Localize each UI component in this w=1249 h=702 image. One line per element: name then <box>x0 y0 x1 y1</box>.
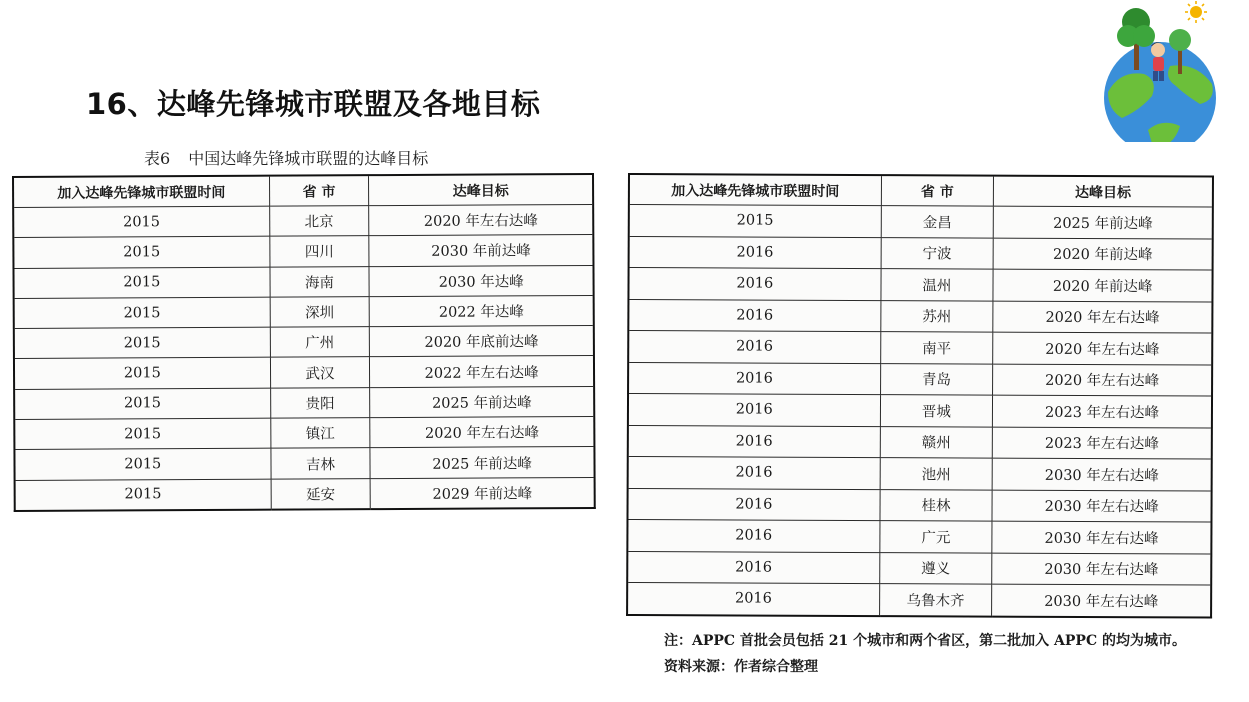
cell-city: 广元 <box>879 521 992 553</box>
table-row <box>627 488 1211 522</box>
cell-year: 2015 <box>15 479 271 511</box>
cell-target: 2030 年左右达峰 <box>992 521 1211 553</box>
caption-label: 表6 <box>144 149 171 168</box>
cell-city: 深圳 <box>270 297 370 328</box>
cell-target: 2023 年左右达峰 <box>993 395 1212 427</box>
cell-target: 2030 年左右达峰 <box>992 584 1211 617</box>
peak-target-table-right <box>626 173 1214 618</box>
table-body <box>627 205 1213 618</box>
table-row <box>14 447 594 480</box>
cell-target: 2030 年达峰 <box>369 265 593 296</box>
cell-year: 2015 <box>13 206 269 238</box>
cell-city: 海南 <box>270 266 370 297</box>
cell-year: 2016 <box>627 488 879 521</box>
cell-city: 遵义 <box>879 552 992 584</box>
column-header-city: 省 市 <box>881 175 994 206</box>
cell-year: 2016 <box>628 394 880 427</box>
cell-target: 2020 年左右达峰 <box>370 417 594 448</box>
table-row <box>628 457 1212 491</box>
peak-target-table-left <box>12 173 596 512</box>
cell-year: 2016 <box>627 520 879 553</box>
table-row <box>627 551 1211 585</box>
cell-target: 2020 年前达峰 <box>993 238 1212 270</box>
cell-city: 镇江 <box>270 418 370 449</box>
cell-city: 延安 <box>271 478 371 509</box>
footnote: 注：APPC 首批会员包括 21 个城市和两个省区，第二批加入 APPC 的均为城市。 <box>664 633 1186 649</box>
cell-year: 2015 <box>14 449 270 481</box>
cell-target: 2020 年左右达峰 <box>993 332 1212 364</box>
column-header-target: 达峰目标 <box>994 176 1213 207</box>
earth-tree-planting-logo <box>1100 0 1220 142</box>
table-body <box>13 204 595 511</box>
cell-target: 2030 年左右达峰 <box>992 458 1211 490</box>
cell-city: 温州 <box>881 269 994 301</box>
table-row <box>14 326 594 359</box>
table-row <box>15 477 595 511</box>
cell-city: 南平 <box>880 332 993 364</box>
cell-year: 2016 <box>628 299 880 332</box>
cell-city: 四川 <box>269 236 369 267</box>
cell-city: 赣州 <box>880 426 993 458</box>
column-header-target: 达峰目标 <box>369 174 593 206</box>
cell-city: 桂林 <box>880 489 993 521</box>
cell-year: 2015 <box>14 358 270 390</box>
cell-city: 池州 <box>880 458 993 490</box>
cell-year: 2015 <box>629 205 881 238</box>
cell-year: 2016 <box>628 331 880 364</box>
cell-target: 2030 年前达峰 <box>369 235 593 266</box>
cell-city: 宁波 <box>881 237 994 269</box>
cell-year: 2016 <box>628 457 880 490</box>
cell-target: 2023 年左右达峰 <box>992 427 1211 459</box>
column-header-year: 加入达峰先锋城市联盟时间 <box>629 174 881 206</box>
cell-target: 2030 年左右达峰 <box>992 553 1211 585</box>
cell-target: 2029 年前达峰 <box>370 477 594 509</box>
column-header-year: 加入达峰先锋城市联盟时间 <box>13 176 269 208</box>
table-row <box>628 331 1212 365</box>
cell-city: 武汉 <box>270 357 370 388</box>
cell-target: 2025 年前达峰 <box>993 206 1212 238</box>
table-row <box>629 236 1213 270</box>
table-row <box>13 235 593 268</box>
cell-target: 2025 年前达峰 <box>370 386 594 417</box>
cell-target: 2025 年前达峰 <box>370 447 594 478</box>
cell-year: 2015 <box>14 297 270 329</box>
cell-year: 2015 <box>14 388 270 420</box>
cell-year: 2015 <box>14 327 270 359</box>
cell-year: 2016 <box>627 583 879 616</box>
cell-target: 2020 年左右达峰 <box>993 364 1212 396</box>
table-row <box>628 299 1212 333</box>
table-row <box>628 394 1212 428</box>
caption-text: 中国达峰先锋城市联盟的达峰目标 <box>188 149 429 168</box>
cell-city: 贵阳 <box>270 387 370 418</box>
table-row <box>627 520 1211 554</box>
cell-year: 2015 <box>13 236 269 268</box>
table-row <box>629 205 1213 239</box>
table-header-row <box>629 174 1213 207</box>
cell-target: 2030 年左右达峰 <box>992 490 1211 522</box>
table-row <box>14 386 594 419</box>
table-row <box>14 356 594 389</box>
cell-target: 2020 年左右达峰 <box>993 301 1212 333</box>
column-header-city: 省 市 <box>269 175 369 206</box>
source-note: 资料来源：作者综合整理 <box>664 659 818 675</box>
table-row <box>628 362 1212 396</box>
cell-city: 青岛 <box>880 363 993 395</box>
table-row <box>628 425 1212 459</box>
cell-year: 2015 <box>14 418 270 450</box>
cell-city: 广州 <box>270 327 370 358</box>
table-row <box>13 265 593 298</box>
cell-target: 2022 年达峰 <box>369 295 593 326</box>
cell-target: 2020 年底前达峰 <box>370 326 594 357</box>
table-notes <box>664 628 1186 680</box>
table-row <box>628 268 1212 302</box>
table-row <box>14 417 594 450</box>
cell-city: 吉林 <box>271 448 371 479</box>
cell-year: 2016 <box>627 551 879 584</box>
table-row <box>627 583 1211 618</box>
cell-city: 晋城 <box>880 395 993 427</box>
cell-year: 2016 <box>628 362 880 395</box>
cell-year: 2016 <box>628 268 880 301</box>
cell-year: 2016 <box>629 236 881 269</box>
table-caption <box>144 146 446 169</box>
table-row <box>13 204 593 237</box>
cell-year: 2015 <box>13 267 269 299</box>
cell-target: 2020 年左右达峰 <box>369 204 593 235</box>
cell-city: 北京 <box>269 206 369 237</box>
cell-target: 2020 年前达峰 <box>993 269 1212 301</box>
cell-city: 苏州 <box>880 300 993 332</box>
cell-target: 2022 年左右达峰 <box>370 356 594 387</box>
slide-title: 16、达峰先锋城市联盟及各地目标 <box>86 87 541 121</box>
cell-city: 金昌 <box>881 206 994 238</box>
cell-city: 乌鲁木齐 <box>879 584 992 616</box>
cell-year: 2016 <box>628 425 880 458</box>
table-header-row <box>13 174 593 208</box>
table-row <box>14 295 594 328</box>
